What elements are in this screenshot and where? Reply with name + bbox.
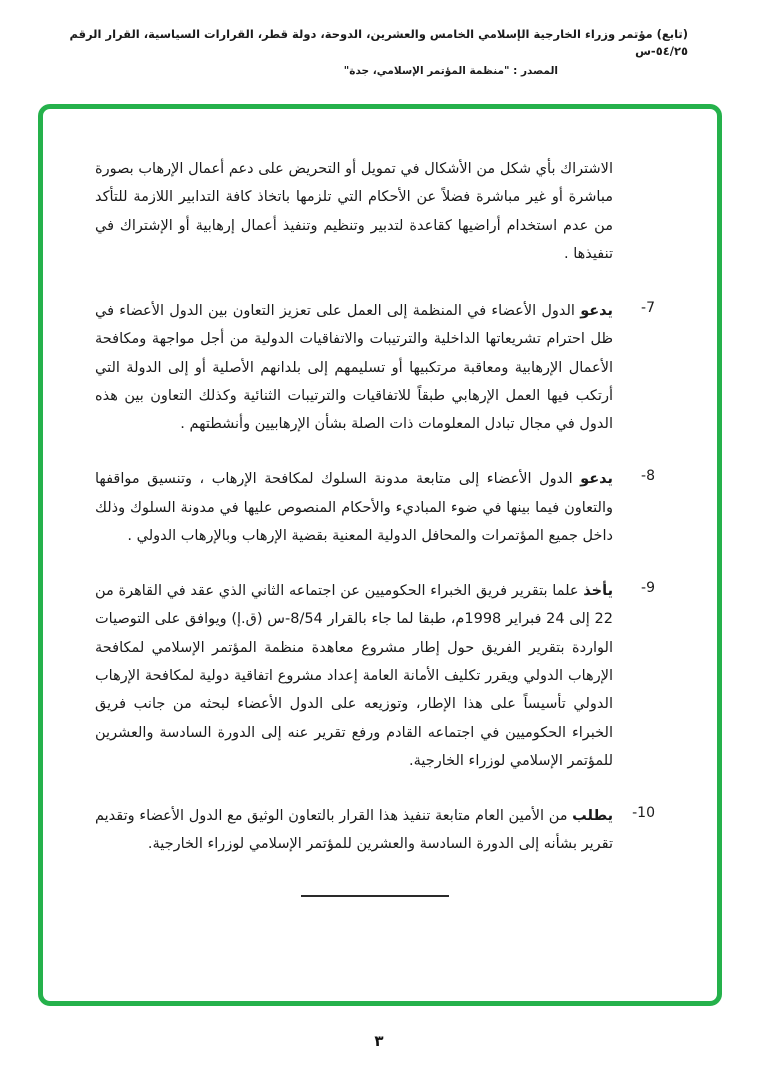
paragraph-number: -10: [632, 805, 655, 822]
paragraph-body: الدول الأعضاء إلى متابعة مدونة السلوك لمكافحة الإرهاب ، وتنسيق مواقفها والتعاون فيما بينها في ضوء المباديء والأحكام المنصوص عليها في مدونة السلوك وذلك داخل جميع المؤتمرات والمحافل الدولية المعنية بقضية الإرهاب وبالإرهاب الدولي .: [95, 471, 613, 544]
paragraph-body: الدول الأعضاء في المنظمة إلى العمل على تعزيز التعاون بين الدول الأعضاء في ظل احترام تشريعاتها الداخلية والترتيبات والاتفاقيات الدولية من أجل مواجهة ومكافحة الأعمال الإرهابية ومعاقبة مرتكبيها أو تسليمهم إلى بلدانهم الأصلية أو إلى الدولة التي أرتكب فيها العمل الإرهابي طبقاً للاتفاقيات والترتيبات الثنائية وكذلك التعاون بين هذه الدول في مجال تبادل المعلومات ذات الصلة بشأن الإرهابيين وأنشطتهم .: [95, 303, 613, 433]
intro-paragraph: [95, 155, 655, 270]
end-divider: [301, 895, 449, 897]
paragraph-10: [95, 802, 655, 859]
paragraph-number: [613, 155, 655, 270]
header-source: المصدر : "منظمة المؤتمر الإسلامي، جدة": [343, 64, 558, 77]
paragraph-lead: يأخذ: [583, 583, 614, 600]
document-body: [95, 155, 655, 897]
paragraph-body: من الأمين العام متابعة تنفيذ هذا القرار بالتعاون الوثيق مع الدول الأعضاء وتقديم تقرير بشأنه إلى الدورة السادسة والعشرين للمؤتمر الإسلامي لوزراء الخارجية.: [95, 808, 613, 853]
document-header: [0, 26, 758, 77]
paragraph-8: [95, 465, 655, 550]
paragraph-number: -8: [641, 468, 655, 485]
paragraph-number: -7: [641, 300, 655, 317]
paragraph-text: [95, 577, 613, 775]
paragraph-lead: يطلب: [572, 808, 614, 825]
paragraph-text: [95, 802, 613, 859]
paragraph-lead: يدعو: [580, 471, 613, 488]
green-frame: [38, 104, 722, 1006]
header-title: (تابع) مؤتمر وزراء الخارجية الإسلامي الخامس والعشرين، الدوحة، دولة قطر، القرارات السياسية، القرار الرقم ٥٤/٢٥-س: [69, 27, 688, 59]
paragraph-text: [95, 465, 613, 550]
paragraph-text: [95, 297, 613, 438]
paragraph-text: الاشتراك بأي شكل من الأشكال في تمويل أو التحريض على دعم أعمال الإرهاب بصورة مباشرة أو غير مباشرة فضلاً عن الأحكام التي تلزمها باتخاذ كافة التدابير اللازمة للتأكد من عدم استخدام أراضيها كقاعدة لتدبير وتنظيم وتنفيذ أعمال إرهابية أو الإشتراك في تنفيذها .: [95, 161, 613, 262]
paragraph-body: علما بتقرير فريق الخبراء الحكوميين عن اجتماعه الثاني الذي عقد في القاهرة من 22 إلى 24 فبراير 1998م، طبقا لما جاء بالقرار 8/54-س (ق.إ) ويوافق على التوصيات الواردة بتقرير الفريق حول إطار مشروع معاهدة منظمة المؤتمر الإسلامي لمكافحة الإرهاب الدولي ويقرر تكليف الأمانة العامة إعداد مشروع اتفاقية دولية لمكافحة الإرهاب الدولي تأسيساً على هذا الإطار، وتوزيعه على الدول الأعضاء لبحثه من جانب فريق الخبراء الحكوميين في اجتماعه القادم ورفع تقرير عنه إلى الدورة السادسة والعشرين للمؤتمر الإسلامي لوزراء الخارجية.: [95, 583, 613, 769]
paragraph-number: -9: [641, 580, 655, 597]
paragraph-7: [95, 297, 655, 438]
page-number: ٣: [374, 1032, 384, 1050]
paragraph-lead: يدعو: [580, 303, 614, 320]
paragraph-9: [95, 577, 655, 775]
